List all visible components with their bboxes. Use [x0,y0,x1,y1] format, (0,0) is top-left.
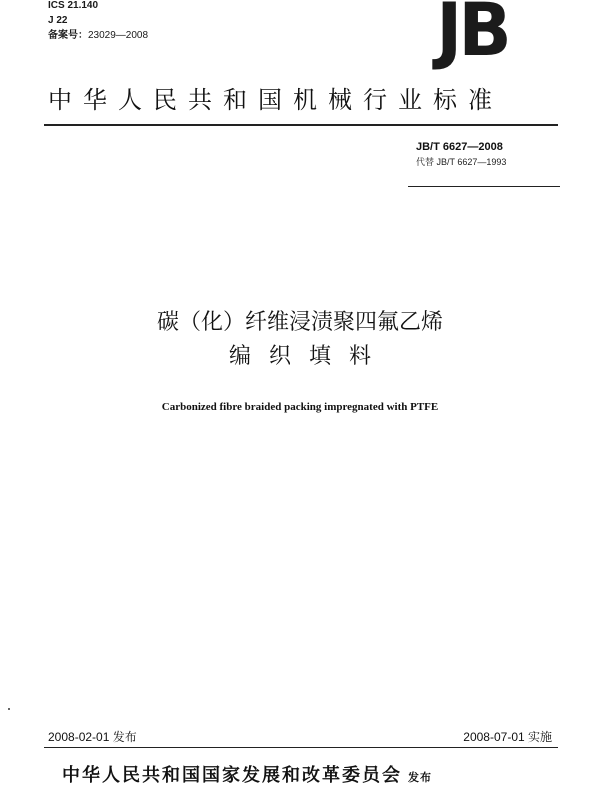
replaces-number: JB/T 6627—1993 [436,157,507,167]
implementation-date: 2008-07-01 实施 [463,730,552,744]
replaces-standard [416,156,506,169]
issuer [62,763,432,791]
english-title: Carbonized fibre braided packing impregnated with PTFE [161,401,439,413]
chinese-title-line-1: 碳（化）纤维浸渍聚四氟乙烯 [156,310,443,335]
standard-category-title: 中华人民共和国机械行业标准 [48,86,503,114]
standard-number-divider [408,186,560,187]
header-divider [44,124,558,126]
scan-speck [8,708,10,710]
footer-divider [44,747,558,748]
ccs-code: J 22 [48,15,68,26]
filing-number [48,30,148,42]
filing-label: 备案号： [48,30,88,41]
publish-date: 2008-02-01 发布 [48,730,137,744]
chinese-title-line-2: 编织填料 [228,344,389,369]
filing-value: 23029—2008 [88,30,149,41]
issuer-name: 中华人民共和国国家发展和改革委员会 [62,765,402,786]
replaces-label: 代替 [416,158,435,168]
standard-number: JB/T 6627—2008 [416,141,503,153]
issuer-suffix: 发布 [408,771,432,784]
jb-logo: JB [436,0,508,74]
ics-code: ICS 21.140 [48,0,99,11]
